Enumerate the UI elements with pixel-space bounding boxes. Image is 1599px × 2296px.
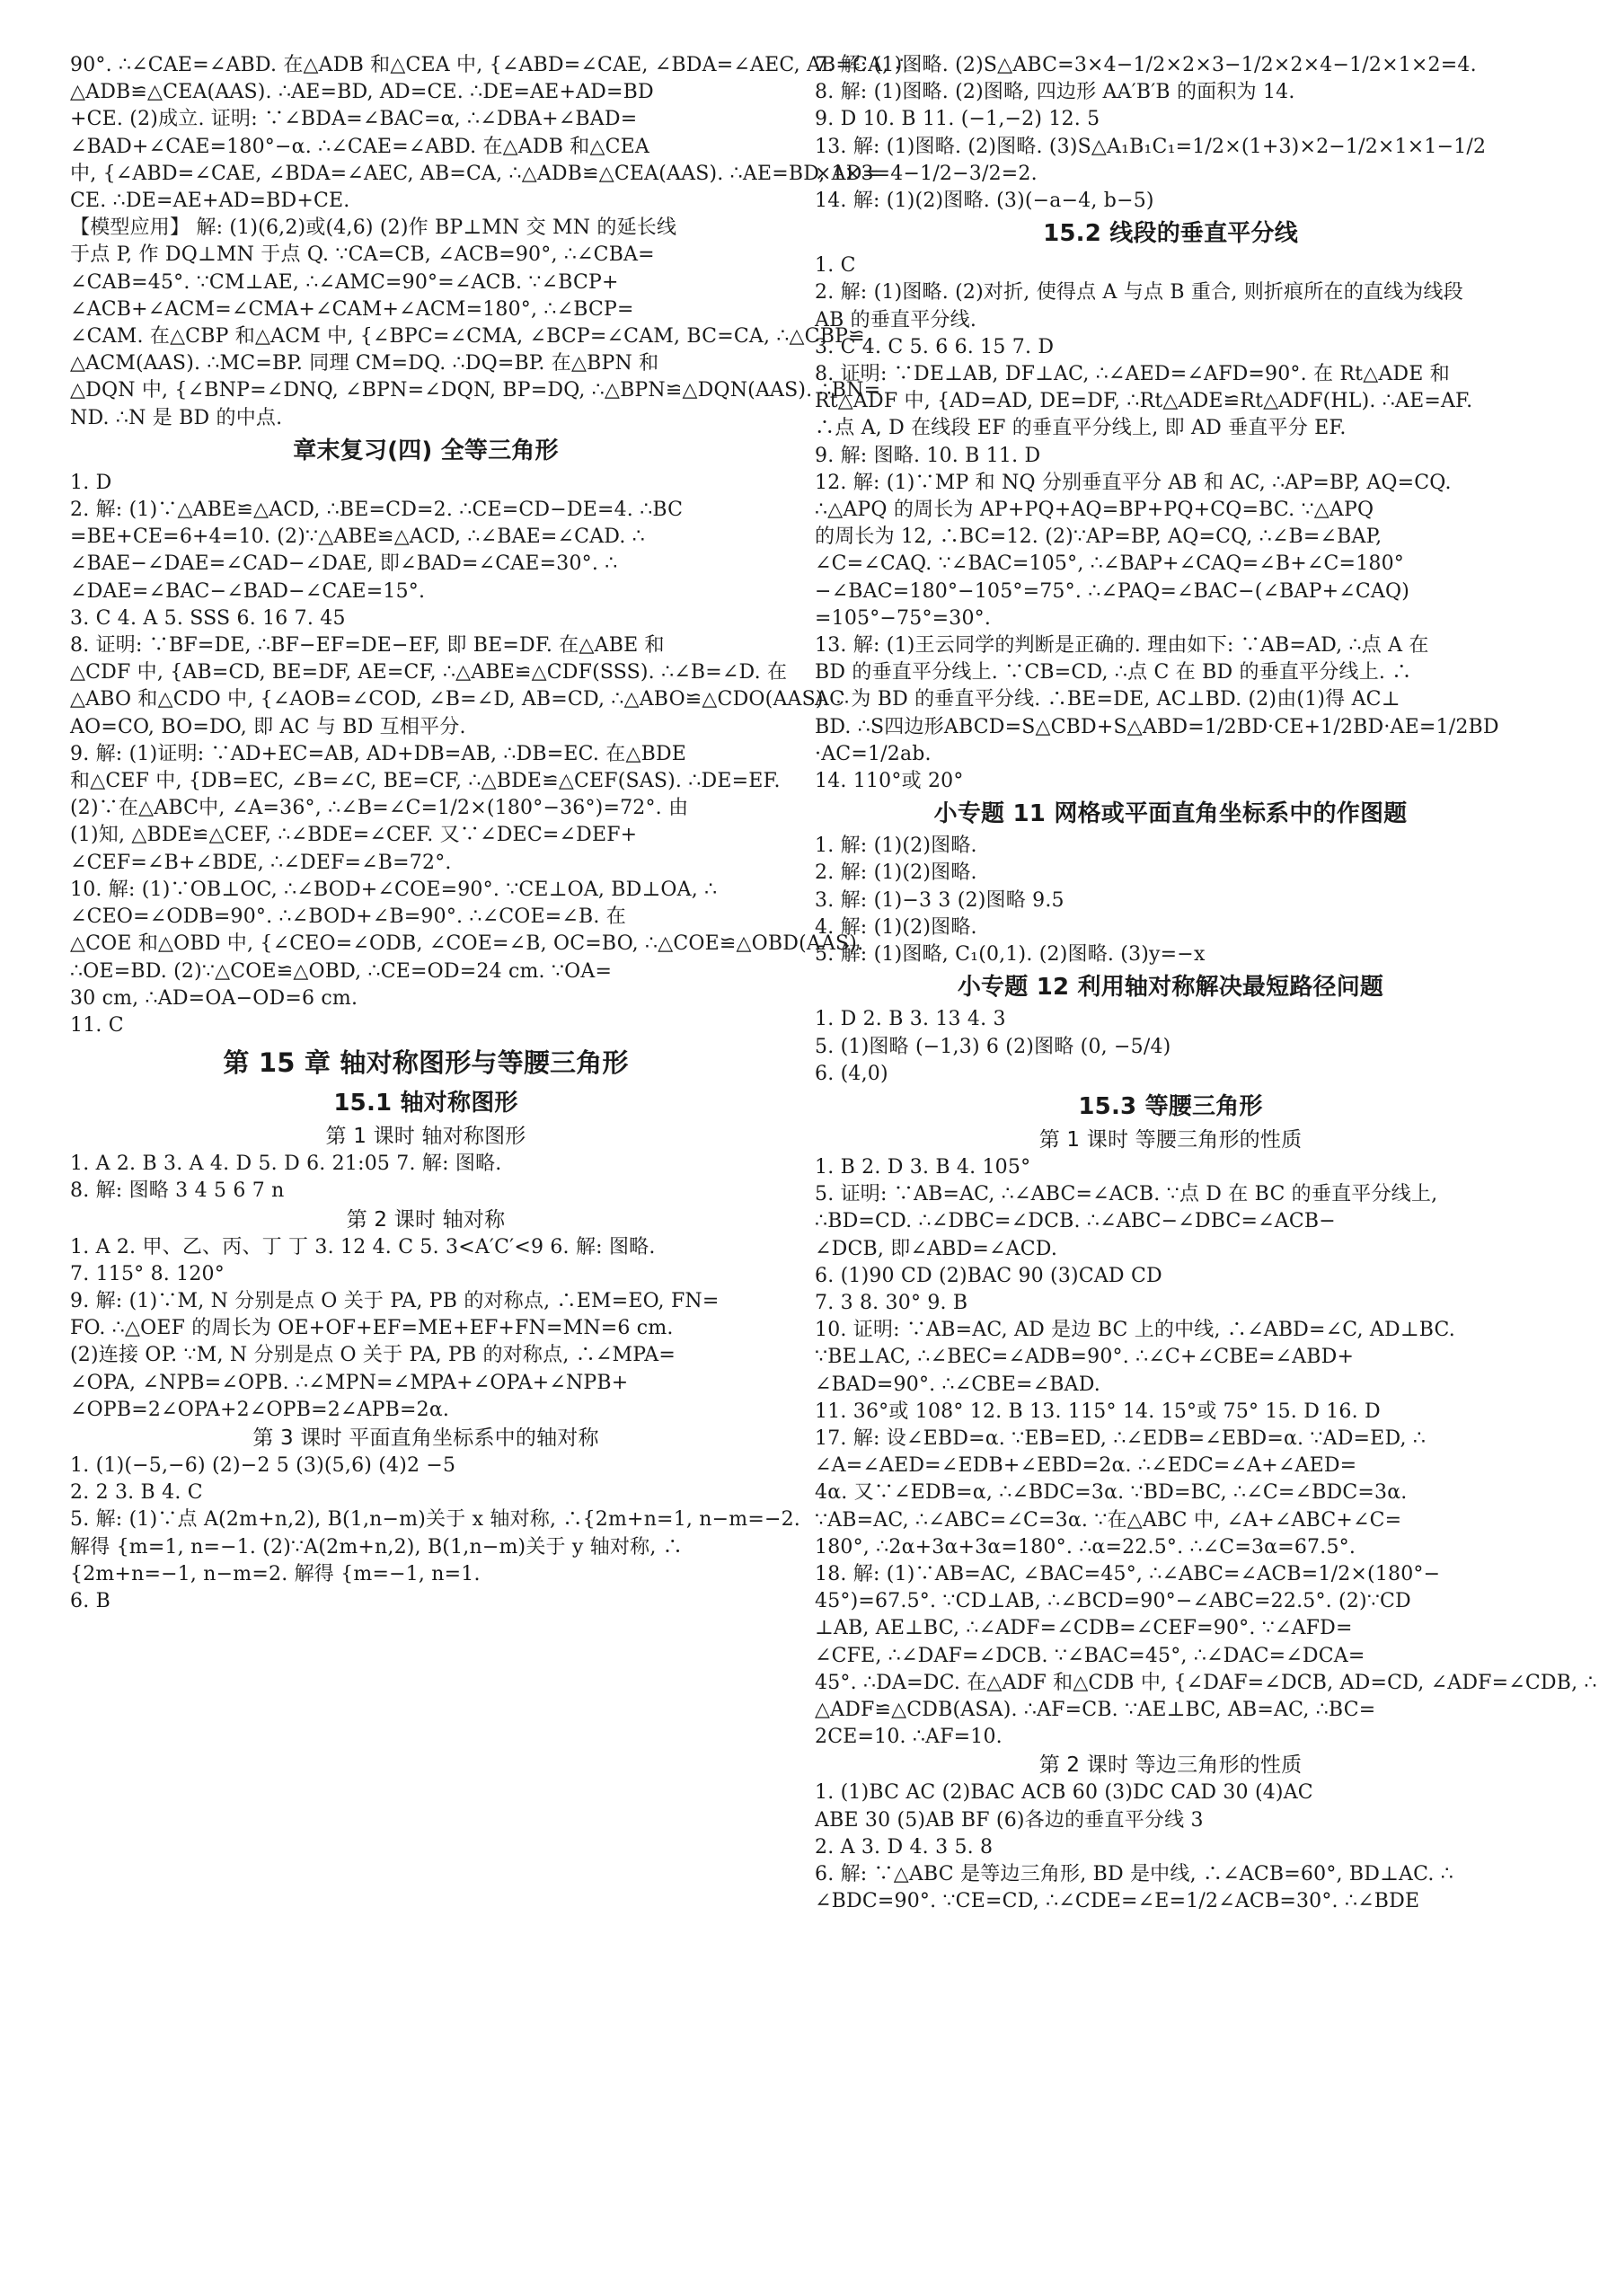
answer-line: 14. 解: (1)(2)图略. (3)(−a−4, b−5)	[815, 190, 1154, 213]
answer-line: △COE 和△OBD 中, {∠CEO=∠ODB, ∠COE=∠B, OC=BO, ∴△COE≌△OBD(AAS).	[70, 932, 864, 956]
answer-line: 于点 P, 作 DQ⊥MN 于点 Q. ∵CA=CB, ∠ACB=90°, ∴∠CBA=	[70, 243, 655, 267]
answer-line: 13. 解: (1)图略. (2)图略. (3)S△A₁B₁C₁=1/2×(1+3)×2−1/2×1×1−1/2	[815, 135, 1487, 158]
answer-line: 1. (1)(−5,−6) (2)−2 5 (3)(5,6) (4)2 −5	[70, 1453, 456, 1477]
section-heading: 章末复习(四) 全等三角形	[293, 437, 559, 464]
answer-line: =BE+CE=6+4=10. (2)∵△ABE≌△ACD, ∴∠BAE=∠CAD. ∴	[70, 525, 645, 549]
answer-line: ∠CAM. 在△CBP 和△ACM 中, {∠BPC=∠CMA, ∠BCP=∠CAM, BC=CA, ∴△CBP≌	[70, 325, 865, 349]
answer-line: ND. ∴N 是 BD 的中点.	[70, 406, 283, 429]
section-heading: 第 15 章 轴对称图形与等腰三角形	[223, 1047, 629, 1079]
answer-line: ∠CEF=∠B+∠BDE, ∴∠DEF=∠B=72°.	[70, 851, 452, 874]
answer-line: 1. D	[70, 471, 112, 494]
answer-line: 8. 解: 图略 3 4 5 6 7 n	[70, 1179, 285, 1203]
answer-line: 8. 解: (1)图略. (2)图略, 四边形 AA′B′B 的面积为 14.	[815, 81, 1295, 104]
answer-line: 1. A 2. B 3. A 4. D 5. D 6. 21:05 7. 解: 图略.	[70, 1152, 502, 1176]
answer-line: ∵BE⊥AC, ∴∠BEC=∠ADB=90°. ∴∠C+∠CBE=∠ABD+	[815, 1346, 1355, 1369]
answer-line: ∠DAE=∠BAC−∠BAD−∠CAE=15°.	[70, 579, 426, 603]
answer-line: 9. 解: (1)∵M, N 分别是点 O 关于 PA, PB 的对称点, ∴EM=EO, FN=	[70, 1289, 720, 1312]
section-heading: 15.2 线段的垂直平分线	[1043, 220, 1298, 248]
answer-line: ∴OE=BD. (2)∵△COE≌△OBD, ∴CE=OD=24 cm. ∵OA=	[70, 959, 613, 983]
section-heading: 15.1 轴对称图形	[333, 1090, 518, 1117]
answer-line: 90°. ∴∠CAE=∠ABD. 在△ADB 和△CEA 中, {∠ABD=∠CAE, ∠BDA=∠AEC, AB=CA, ∴	[70, 54, 908, 76]
section-heading: 第 2 课时 等边三角形的性质	[1038, 1753, 1303, 1778]
answer-line: 6. 解: ∵△ABC 是等边三角形, BD 是中线, ∴∠ACB=60°, BD⊥AC. ∴	[815, 1862, 1453, 1885]
answer-line: 2. 解: (1)(2)图略.	[815, 861, 977, 885]
answer-line: (2)∵在△ABC中, ∠A=36°, ∴∠B=∠C=1/2×(180°−36°)=72°. 由	[70, 797, 689, 820]
answer-line: 6. B	[70, 1589, 110, 1612]
answer-line: 4. 解: (1)(2)图略.	[815, 915, 977, 939]
answer-line: 9. 解: (1)证明: ∵AD+EC=AB, AD+DB=AB, ∴DB=EC. 在△BDE	[70, 742, 687, 765]
answer-line: 18. 解: (1)∵AB=AC, ∠BAC=45°, ∴∠ABC=∠ACB=1/2×(180°−	[815, 1562, 1441, 1585]
answer-line: ×1×3=4−1/2−3/2=2.	[815, 162, 1038, 185]
answer-line: 1. 解: (1)(2)图略.	[815, 835, 977, 858]
answer-line: △CDF 中, {AB=CD, BE=DF, AE=CF, ∴△ABE≌△CDF(SSS). ∴∠B=∠D. 在	[70, 661, 788, 684]
answer-line: 1. B 2. D 3. B 4. 105°	[815, 1155, 1031, 1179]
answer-line: 5. (1)图略 (−1,3) 6 (2)图略 (0, −5/4)	[815, 1035, 1171, 1058]
answer-line: Rt△ADF 中, {AD=AD, DE=DF, ∴Rt△ADE≌Rt△ADF(HL). ∴AE=AF.	[815, 390, 1473, 413]
answer-line: 11. 36°或 108° 12. B 13. 115° 14. 15°或 75° 15. D 16. D	[815, 1400, 1381, 1423]
answer-line: 3. C 4. C 5. 6 6. 15 7. D	[815, 335, 1055, 358]
answer-line: 2. 2 3. B 4. C	[70, 1481, 203, 1505]
answer-line: 的周长为 12, ∴BC=12. (2)∵AP=BP, AQ=CQ, ∴∠B=∠BAP,	[815, 525, 1383, 549]
answer-line: △ABO 和△CDO 中, {∠AOB=∠COD, ∠B=∠D, AB=CD, ∴△ABO≌△CDO(AAS). ∴	[70, 688, 850, 711]
answer-line: 2. 解: (1)图略. (2)对折, 使得点 A 与点 B 重合, 则折痕所在的直线为线段	[815, 281, 1463, 305]
answer-line: AO=CO, BO=DO, 即 AC 与 BD 互相平分.	[70, 715, 466, 738]
answer-line: △DQN 中, {∠BNP=∠DNQ, ∠BPN=∠DQN, BP=DQ, ∴△BPN≌△DQN(AAS). ∴BN=	[70, 379, 881, 402]
answer-line: 14. 110°或 20°	[815, 770, 964, 793]
answer-line: FO. ∴△OEF 的周长为 OE+OF+EF=ME+EF+FN=MN=6 cm.	[70, 1317, 674, 1340]
answer-line: ∴点 A, D 在线段 EF 的垂直平分线上, 即 AD 垂直平分 EF.	[815, 417, 1347, 440]
answer-line: ∠ACB+∠ACM=∠CMA+∠CAM+∠ACM=180°, ∴∠BCP=	[70, 297, 634, 321]
answer-line: 解得 {m=1, n=−1. (2)∵A(2m+n,2), B(1,n−m)关于 y 轴对称, ∴	[70, 1535, 683, 1559]
section-heading: 第 3 课时 平面直角坐标系中的轴对称	[252, 1426, 599, 1450]
section-heading: 小专题 11 网格或平面直角坐标系中的作图题	[933, 800, 1408, 828]
answer-line: 11. C	[70, 1013, 124, 1037]
answer-line: 【模型应用】 解: (1)(6,2)或(4,6) (2)作 BP⊥MN 交 MN 的延长线	[70, 216, 677, 240]
answer-line: 6. (4,0)	[815, 1062, 888, 1085]
answer-line: BD. ∴S四边形ABCD=S△CBD+S△ABD=1/2BD·CE+1/2BD·AE=1/2BD	[815, 715, 1499, 738]
answer-line: 5. 解: (1)图略, C₁(0,1). (2)图略. (3)y=−x	[815, 943, 1206, 967]
answer-line: 8. 证明: ∵BF=DE, ∴BF−EF=DE−EF, 即 BE=DF. 在△ABE 和	[70, 634, 665, 658]
answer-line: 30 cm, ∴AD=OA−OD=6 cm.	[70, 986, 358, 1010]
section-heading: 第 1 课时 等腰三角形的性质	[1038, 1127, 1303, 1152]
answer-line: ABE 30 (5)AB BF (6)各边的垂直平分线 3	[815, 1808, 1204, 1832]
answer-line: 45°. ∴DA=DC. 在△ADF 和△CDB 中, {∠DAF=∠DCB, AD=CD, ∠ADF=∠CDB, ∴	[815, 1671, 1597, 1694]
right-column	[815, 52, 1597, 1915]
answer-line: 5. 解: (1)∵点 A(2m+n,2), B(1,n−m)关于 x 轴对称, ∴{2m+n=1, n−m=−2.	[70, 1508, 800, 1532]
answer-line: 2CE=10. ∴AF=10.	[815, 1726, 1003, 1749]
answer-line: 8. 证明: ∵DE⊥AB, DF⊥AC, ∴∠AED=∠AFD=90°. 在 Rt△ADE 和	[815, 363, 1450, 386]
answer-line: BD 的垂直平分线上. ∵CB=CD, ∴点 C 在 BD 的垂直平分线上. ∴	[815, 661, 1412, 684]
answer-line: 9. 解: 图略. 10. B 11. D	[815, 444, 1041, 467]
answer-line: 1. C	[815, 254, 856, 278]
answer-line: 7. 解: (1)图略. (2)S△ABC=3×4−1/2×2×3−1/2×2×4−1/2×1×2=4.	[815, 54, 1477, 76]
answer-line: ∴BD=CD. ∴∠DBC=∠DCB. ∴∠ABC−∠DBC=∠ACB−	[815, 1210, 1336, 1233]
answer-line: 4α. 又∵∠EDB=α, ∴∠BDC=3α. ∵BD=BC, ∴∠C=∠BDC=3α.	[815, 1481, 1408, 1505]
answer-line: 10. 解: (1)∵OB⊥OC, ∴∠BOD+∠COE=90°. ∵CE⊥OA, BD⊥OA, ∴	[70, 878, 718, 901]
answer-line: ·AC=1/2ab.	[815, 742, 932, 765]
answer-line: 7. 115° 8. 120°	[70, 1262, 225, 1285]
answer-line: △ADF≌△CDB(ASA). ∴AF=CB. ∵AE⊥BC, AB=AC, ∴BC=	[815, 1698, 1376, 1721]
answer-line: 3. 解: (1)−3 3 (2)图略 9.5	[815, 888, 1065, 912]
answer-line: ∠BAE−∠DAE=∠CAD−∠DAE, 即∠BAD=∠CAE=30°. ∴	[70, 552, 618, 576]
answer-line: △ADB≌△CEA(AAS). ∴AE=BD, AD=CE. ∴DE=AE+AD=BD	[70, 81, 654, 104]
answer-line: 2. A 3. D 4. 3 5. 8	[815, 1835, 994, 1859]
answer-line: 180°, ∴2α+3α+3α=180°. ∴α=22.5°. ∴∠C=3α=67.5°.	[815, 1535, 1356, 1559]
answer-line: ∠A=∠AED=∠EDB+∠EBD=2α. ∴∠EDC=∠A+∠AED=	[815, 1454, 1357, 1478]
answer-line: ∴△APQ 的周长为 AP+PQ+AQ=BP+PQ+CQ=BC. ∵△APQ	[815, 499, 1374, 522]
section-heading: 15.3 等腰三角形	[1078, 1092, 1263, 1120]
answer-line: ∠OPB=2∠OPA+2∠OPB=2∠APB=2α.	[70, 1398, 450, 1421]
answer-line: ⊥AB, AE⊥BC, ∴∠ADF=∠CDB=∠CEF=90°. ∵∠AFD=	[815, 1617, 1353, 1640]
answer-line: AC 为 BD 的垂直平分线. ∴BE=DE, AC⊥BD. (2)由(1)得 AC⊥	[815, 688, 1400, 711]
answer-line: ∠BAD+∠CAE=180°−α. ∴∠CAE=∠ABD. 在△ADB 和△CEA	[70, 135, 649, 158]
answer-line: CE. ∴DE=AE+AD=BD+CE.	[70, 190, 350, 213]
answer-line: 6. (1)90 CD (2)BAC 90 (3)CAD CD	[815, 1264, 1162, 1287]
answer-line: 和△CEF 中, {DB=EC, ∠B=∠C, BE=CF, ∴△BDE≌△CEF(SAS). ∴DE=EF.	[70, 770, 781, 793]
section-heading: 小专题 12 利用轴对称解决最短路径问题	[957, 974, 1384, 1002]
answer-line: ∠CAB=45°. ∵CM⊥AE, ∴∠AMC=90°=∠ACB. ∵∠BCP+	[70, 270, 619, 294]
answer-line: 12. 解: (1)∵MP 和 NQ 分别垂直平分 AB 和 AC, ∴AP=BP, AQ=CQ.	[815, 471, 1452, 494]
answer-line: 9. D 10. B 11. (−1,−2) 12. 5	[815, 108, 1100, 131]
answer-line: 10. 证明: ∵AB=AC, AD 是边 BC 上的中线, ∴∠ABD=∠C, AD⊥BC.	[815, 1319, 1455, 1342]
answer-line: ∵AB=AC, ∴∠ABC=∠C=3α. ∵在△ABC 中, ∠A+∠ABC+∠C=	[815, 1508, 1402, 1532]
answer-line: ∠CEO=∠ODB=90°. ∴∠BOD+∠B=90°. ∴∠COE=∠B. 在	[70, 905, 626, 929]
answer-line: 3. C 4. A 5. SSS 6. 16 7. 45	[70, 606, 346, 630]
answer-line: AB 的垂直平分线.	[815, 308, 977, 331]
answer-line: ∠OPA, ∠NPB=∠OPB. ∴∠MPN=∠MPA+∠OPA+∠NPB+	[70, 1371, 629, 1394]
section-heading: 第 1 课时 轴对称图形	[325, 1125, 526, 1149]
answer-line: △ACM(AAS). ∴MC=BP. 同理 CM=DQ. ∴DQ=BP. 在△BPN 和	[70, 352, 659, 375]
answer-line: ∠BAD=90°. ∴∠CBE=∠BAD.	[815, 1373, 1101, 1396]
answer-line: {2m+n=−1, n−m=2. 解得 {m=−1, n=1.	[70, 1562, 481, 1585]
answer-line: (1)知, △BDE≌△CEF, ∴∠BDE=∠CEF. 又∵∠DEC=∠DEF+	[70, 824, 638, 847]
answer-line: 13. 解: (1)王云同学的判断是正确的. 理由如下: ∵AB=AD, ∴点 A 在	[815, 634, 1429, 658]
answer-line: =105°−75°=30°.	[815, 606, 992, 630]
answer-line: −∠BAC=180°−105°=75°. ∴∠PAQ=∠BAC−(∠BAP+∠CAQ)	[815, 579, 1410, 603]
answer-line: (2)连接 OP. ∵M, N 分别是点 O 关于 PA, PB 的对称点, ∴∠MPA=	[70, 1344, 676, 1367]
answer-line: 5. 证明: ∵AB=AC, ∴∠ABC=∠ACB. ∵点 D 在 BC 的垂直平分线上,	[815, 1183, 1438, 1206]
answer-line: 中, {∠ABD=∠CAE, ∠BDA=∠AEC, AB=CA, ∴△ADB≌△CEA(AAS). ∴AE=BD, AD=	[70, 162, 879, 185]
answer-line: ∠DCB, 即∠ABD=∠ACD.	[815, 1237, 1058, 1260]
answer-line: 7. 3 8. 30° 9. B	[815, 1291, 968, 1314]
answer-line: 45°)=67.5°. ∵CD⊥AB, ∴∠BCD=90°−∠ABC=22.5°. (2)∵CD	[815, 1590, 1411, 1613]
answer-line: 1. A 2. 甲、乙、丙、丁 丁 3. 12 4. C 5. 3<A′C′<9 6. 解: 图略.	[70, 1235, 656, 1258]
answer-line: +CE. (2)成立. 证明: ∵∠BDA=∠BAC=α, ∴∠DBA+∠BAD=	[70, 108, 638, 131]
answer-line: 2. 解: (1)∵△ABE≌△ACD, ∴BE=CD=2. ∴CE=CD−DE=4. ∴BC	[70, 499, 684, 522]
answer-line: 1. (1)BC AC (2)BAC ACB 60 (3)DC CAD 30 (4)AC	[815, 1781, 1313, 1805]
answer-line: ∠BDC=90°. ∵CE=CD, ∴∠CDE=∠E=1/2∠ACB=30°. ∴∠BDE	[815, 1890, 1420, 1913]
answer-line: ∠C=∠CAQ. ∵∠BAC=105°, ∴∠BAP+∠CAQ=∠B+∠C=180°	[815, 552, 1404, 576]
answer-line: ∠CFE, ∴∠DAF=∠DCB. ∵∠BAC=45°, ∴∠DAC=∠DCA=	[815, 1644, 1365, 1667]
answer-line: 1. D 2. B 3. 13 4. 3	[815, 1008, 1006, 1031]
answer-line: 17. 解: 设∠EBD=α. ∵EB=ED, ∴∠EDB=∠EBD=α. ∵AD=ED, ∴	[815, 1426, 1427, 1450]
section-heading: 第 2 课时 轴对称	[346, 1207, 506, 1232]
